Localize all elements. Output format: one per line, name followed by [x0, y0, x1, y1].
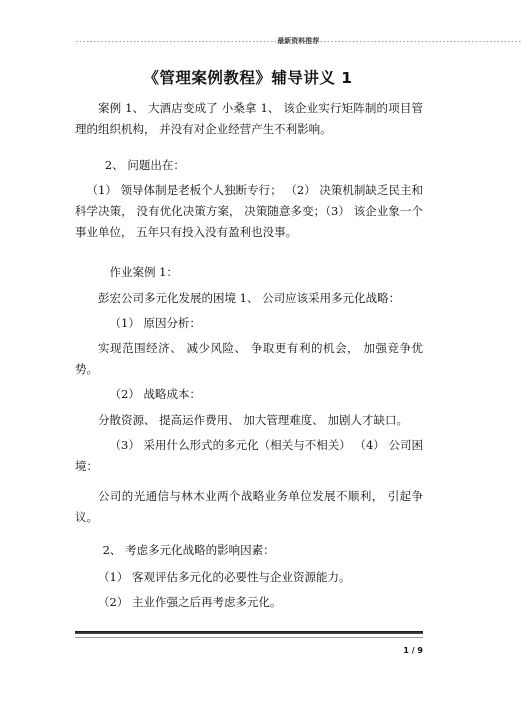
paragraph-reason-heading: （1） 原因分析：: [109, 316, 201, 330]
paragraph-cost-heading: （2） 战略成本：: [109, 387, 201, 401]
paragraph-cost-details: 分散资源、 提高运作费用、 加大管理难度、 加剧人才缺口。: [98, 413, 408, 427]
header-dashes-right: --------------------------------------------------------: [319, 38, 522, 45]
paragraph-factor-2: （2） 主业作强之后再考虑多元化。: [98, 595, 282, 609]
page-number: 1 / 9: [403, 646, 423, 655]
page-header: [75, 36, 522, 47]
paragraph-problem-details: （1） 领导体制是老板个人独断专行； （2） 决策机制缺乏民主和科学决策， 没有优化决策方案， 决策随意多变；（3） 该企业象一个事业单位， 五年只有投入没有盈利也没事。: [75, 183, 423, 239]
paragraph-homework-heading: 作业案例 1：: [109, 265, 178, 279]
paragraph-homework-intro: 彭宏公司多元化发展的困境 1、 公司应该采用多元化战略：: [98, 291, 401, 305]
paragraph-factors-heading: 2、 考虑多元化战略的影响因素：: [102, 543, 275, 557]
header-dashes-left: --------------------------------------------------------: [75, 38, 278, 45]
paragraph-dilemma-details: 公司的光通信与林木业两个战略业务单位发展不顺利， 引起争议。: [75, 489, 423, 524]
header-label: 最新资料推荐: [277, 37, 320, 45]
document-title: 《管理案例教程》辅导讲义 1: [143, 69, 353, 87]
footer-rule: [75, 631, 423, 634]
paragraph-form-and-dilemma: （3） 采用什么形式的多元化（相关与不相关） （4） 公司困境：: [75, 438, 423, 473]
paragraph-case-1: 案例 1、 大酒店变成了 小桑拿 1、 该企业实行矩阵制的项目管理的组织机构， 并没有对企业经营产生不利影响。: [75, 101, 423, 136]
paragraph-problem-heading: 2、 问题出在：: [104, 158, 185, 172]
paragraph-reason-details: 实现范围经济、 减少风险、 争取更有利的机会， 加强竞争优势。: [75, 341, 423, 376]
paragraph-factor-1: （1） 客观评估多元化的必要性与企业资源能力。: [98, 570, 351, 584]
footer-rule-thin: [75, 637, 423, 638]
